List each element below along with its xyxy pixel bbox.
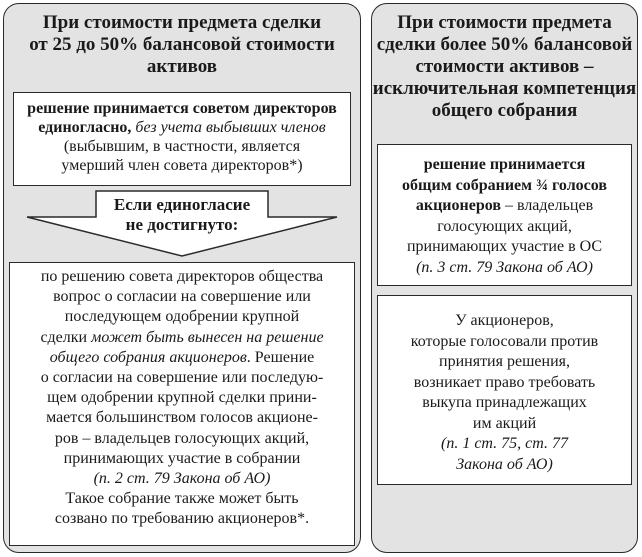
unanimously-text: единогласно, <box>38 119 132 136</box>
left-title-line: При стоимости предмета сделки <box>42 12 322 33</box>
procedure-line: созвано по требованию акционеров*. <box>54 510 310 528</box>
meeting-decision-line: принимающих участие в ОС <box>406 238 603 255</box>
procedure-text: . Решение <box>246 348 315 366</box>
left-title-line: от 25 до 50% балансовой стоимости <box>29 34 335 55</box>
meeting-decision-bold: акционеров <box>415 197 501 214</box>
right-panel-title <box>372 12 637 122</box>
general-meeting-procedure-box <box>9 262 355 546</box>
right-title-line: При стоимости предмета <box>397 12 612 33</box>
procedure-line: последующем одобрении крупной <box>64 308 300 326</box>
procedure-line: о согласии на совершение или последую- <box>40 369 324 387</box>
arrow-label-line: не достигнуто: <box>125 215 239 234</box>
left-panel <box>3 3 361 553</box>
procedure-line: принимающих участие в собрании <box>63 449 301 467</box>
procedure-italic-text: может быть вынесен на решение <box>91 328 324 346</box>
meeting-decision-bold: решение принимается <box>423 156 586 173</box>
rights-line: им акций <box>472 414 537 432</box>
right-title-line: исключительная компетенция <box>372 78 637 99</box>
arrow-label <box>4 195 360 235</box>
without-retired-members-text: без учета выбывших членов <box>135 119 326 136</box>
general-meeting-decision-box <box>377 144 632 286</box>
left-title-line: активов <box>146 56 218 77</box>
meeting-decision-line: голосующих акций, <box>437 217 572 235</box>
law-reference: Закона об АО) <box>456 455 553 473</box>
board-decision-box <box>13 92 351 186</box>
procedure-line: мается большинством голосов акционе- <box>46 409 318 427</box>
law-reference: (п. 3 ст. 79 Закона об АО) <box>416 258 593 276</box>
board-decision-note: (выбывшим, в частности, является <box>63 138 301 155</box>
procedure-line: Такое собрание также может быть <box>65 490 299 508</box>
left-panel-title <box>4 12 360 78</box>
procedure-line: ров – владельцев голосующих акций, <box>54 429 310 447</box>
right-title-line: сделки более 50% балансовой <box>376 34 633 55</box>
procedure-line: щем одобрении крупной сделки прини- <box>47 389 317 407</box>
right-title-line: стоимости активов – <box>415 56 594 77</box>
right-panel <box>371 3 638 553</box>
procedure-line: по решению совета директоров общества <box>40 268 324 285</box>
procedure-text: сделки <box>40 328 88 346</box>
rights-line: У акционеров, <box>455 312 554 329</box>
arrow-label-line: Если единогласие <box>113 195 251 214</box>
procedure-italic-text: общего собрания акционеров <box>49 348 247 366</box>
law-reference: (п. 2 ст. 79 Закона об АО) <box>93 470 271 488</box>
meeting-decision-bold: общим собранием ¾ голосов <box>401 176 608 194</box>
rights-line: выкупа принадлежащих <box>422 394 587 411</box>
meeting-decision-text: – владельцев <box>500 197 594 214</box>
rights-line: возникает право требовать <box>413 373 596 391</box>
right-title-line: общего собрания <box>431 100 578 121</box>
procedure-line: вопрос о согласии на совершение или <box>53 288 311 306</box>
law-reference: (п. 1 ст. 75, ст. 77 <box>440 435 569 452</box>
rights-line: принятия решения, <box>439 353 570 370</box>
board-decision-line: решение принимается советом директоров <box>27 100 337 117</box>
board-decision-note: умерший член совета директоров*) <box>61 157 303 174</box>
shareholder-rights-box <box>377 295 632 485</box>
rights-line: которые голосовали против <box>410 332 599 350</box>
